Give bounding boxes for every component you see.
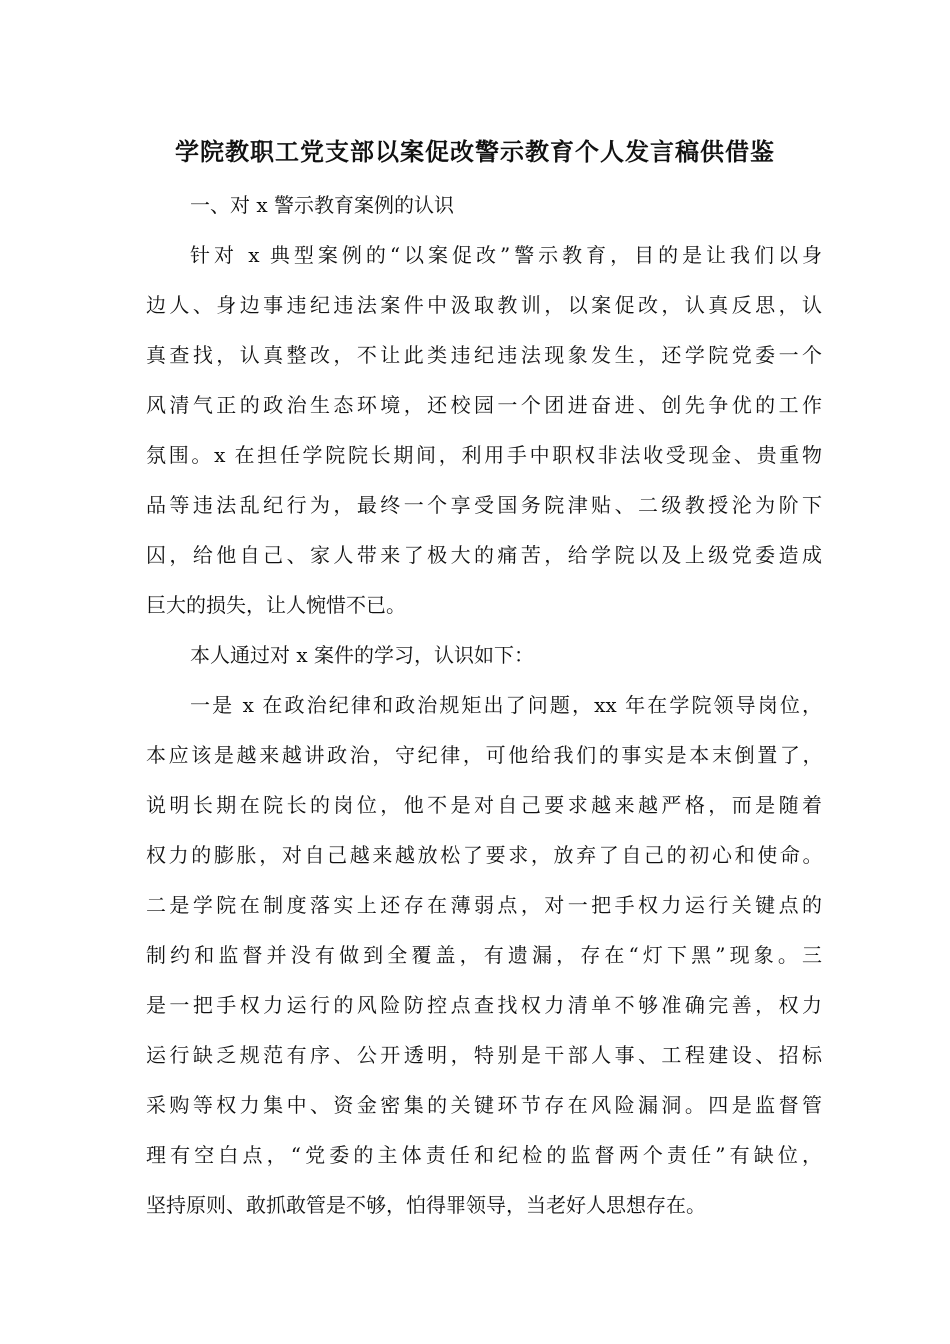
paragraph-line: 边人、身边事违纪违法案件中汲取教训，以案促改，认真反思，认 — [146, 293, 822, 317]
paragraph-line: 品等违法乱纪行为，最终一个享受国务院津贴、二级教授沦为阶下 — [146, 493, 822, 517]
paragraph-line: 巨大的损失，让人惋惜不已。 — [146, 593, 406, 617]
paragraph-line: 说明长期在院长的岗位，他不是对自己要求越来越严格，而是随着 — [146, 793, 822, 817]
paragraph-line: 真查找，认真整改，不让此类违纪违法现象发生，还学院党委一个 — [146, 343, 822, 367]
paragraph-line: 制约和监督并没有做到全覆盖，有遗漏，存在“灯下黑”现象。三 — [146, 943, 822, 967]
document-body — [146, 180, 822, 1230]
paragraph-line: 坚持原则、敢抓敢管是不够，怕得罪领导，当老好人思想存在。 — [146, 1193, 706, 1217]
section-heading: 一、对 x 警示教育案例的认识 — [190, 193, 454, 217]
paragraph-line: 本人通过对 x 案件的学习，认识如下： — [190, 643, 534, 667]
paragraph-line: 一是 x 在政治纪律和政治规矩出了问题，xx 年在学院领导岗位， — [190, 693, 822, 717]
paragraph-line: 氛围。x 在担任学院院长期间，利用手中职权非法收受现金、贵重物 — [146, 443, 822, 467]
paragraph-line: 本应该是越来越讲政治，守纪律，可他给我们的事实是本末倒置了， — [146, 743, 822, 767]
paragraph-line: 是一把手权力运行的风险防控点查找权力清单不够准确完善，权力 — [146, 993, 822, 1017]
paragraph-line: 囚，给他自己、家人带来了极大的痛苦，给学院以及上级党委造成 — [146, 543, 822, 567]
paragraph-line: 权力的膨胀，对自己越来越放松了要求，放弃了自己的初心和使命。 — [146, 843, 822, 867]
paragraph-line: 理有空白点，“党委的主体责任和纪检的监督两个责任”有缺位， — [146, 1143, 822, 1167]
paragraph-line: 针对 x 典型案例的“以案促改”警示教育，目的是让我们以身 — [190, 243, 822, 267]
paragraph-line: 二是学院在制度落实上还存在薄弱点，对一把手权力运行关键点的 — [146, 893, 822, 917]
paragraph-line: 采购等权力集中、资金密集的关键环节存在风险漏洞。四是监督管 — [146, 1093, 822, 1117]
paragraph-line: 运行缺乏规范有序、公开透明，特别是干部人事、工程建设、招标 — [146, 1043, 822, 1067]
paragraph-line: 风清气正的政治生态环境，还校园一个团进奋进、创先争优的工作 — [146, 393, 822, 417]
document-title: 学院教职工党支部以案促改警示教育个人发言稿供借鉴 — [175, 137, 775, 166]
